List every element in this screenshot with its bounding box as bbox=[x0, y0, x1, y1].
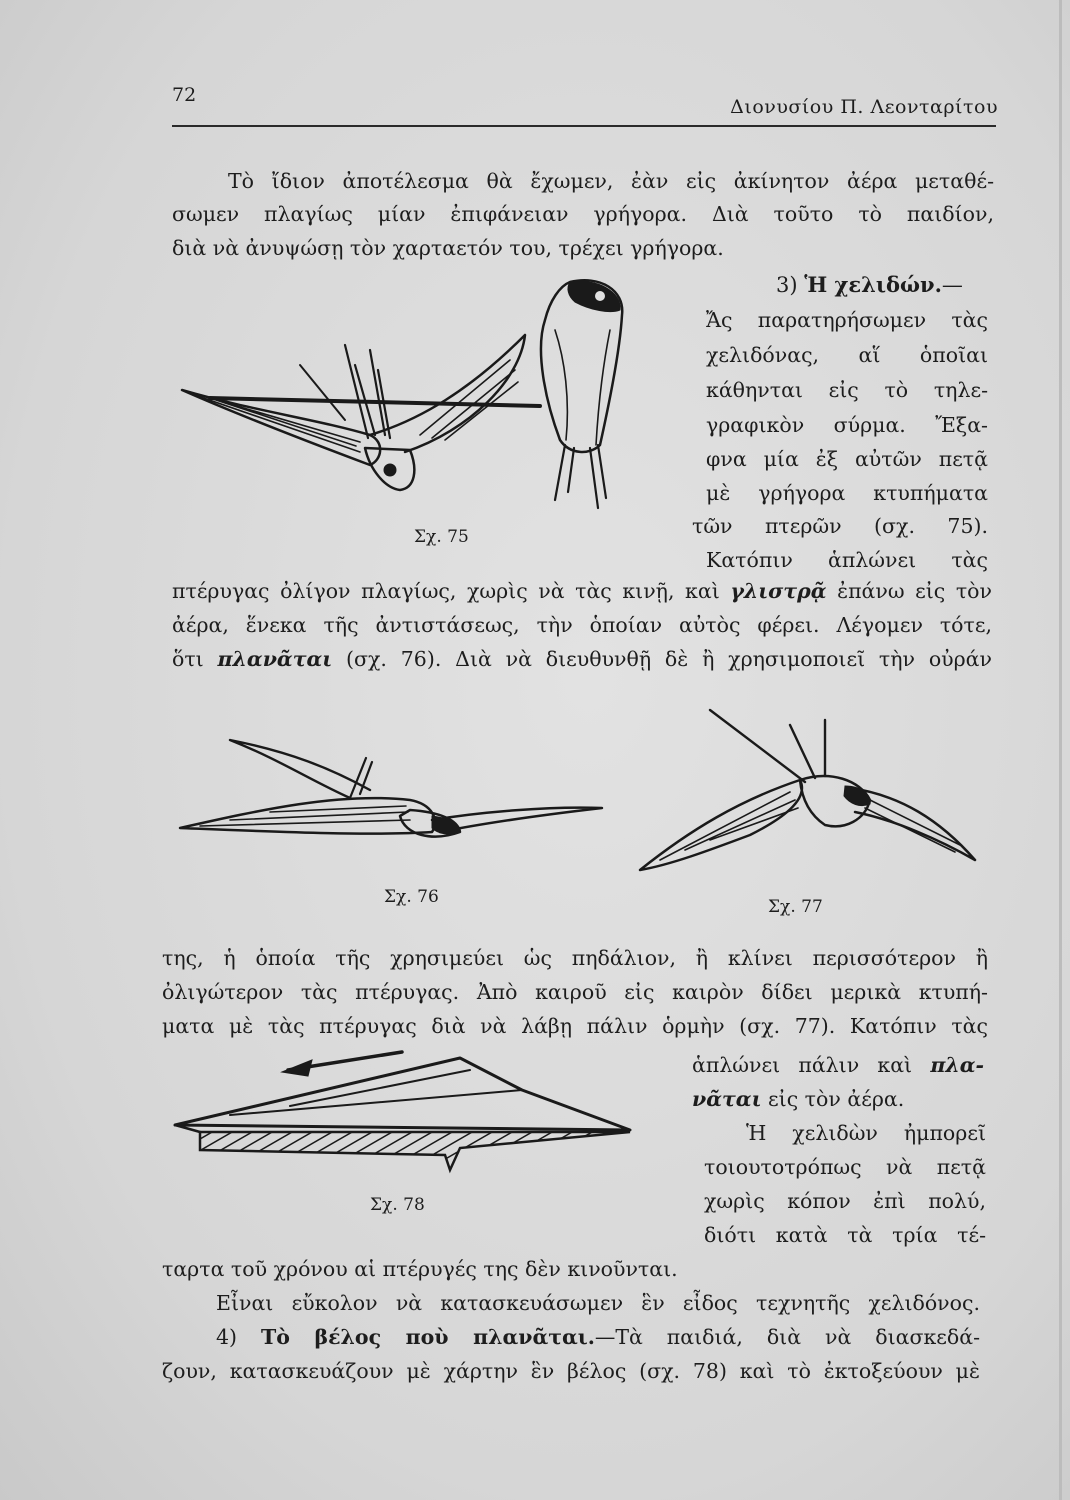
side2-line-5: χωρὶς κόπον ἐπὶ πολύ, bbox=[704, 1189, 986, 1213]
para2-line-1-end: ἐπάνω εἰς τὸν bbox=[837, 579, 992, 603]
section3-title: Ἡ χελιδών. bbox=[804, 272, 942, 297]
section4-line-1 bbox=[216, 1324, 980, 1350]
caption-fig-78: Σχ. 78 bbox=[370, 1195, 425, 1215]
para1-line-2: σωμεν πλαγίως μίαν ἐπιφάνειαν γρήγορα. Διὰ τοῦτο τὸ παιδίον, bbox=[172, 202, 994, 226]
side2-line-4: τοιουτοτρόπως νὰ πετᾷ bbox=[704, 1155, 986, 1179]
side-line-7: τῶν πτερῶν (σχ. 75). bbox=[692, 514, 988, 538]
figure-78-paper-arrow bbox=[170, 1040, 670, 1190]
section3-number: 3) bbox=[776, 273, 798, 297]
para2-line-2: ἀέρα, ἕνεκα τῆς ἀντιστάσεως, τὴν ὁποίαν αὐτὸς φέρει. Λέγομεν τότε, bbox=[172, 613, 992, 637]
motion-arrow bbox=[282, 1052, 402, 1076]
section4-line-2: ζουν, κατασκευάζουν μὲ χάρτην ἓν βέλος (σχ. 78) καὶ τὸ ἐκτοξεύουν μὲ bbox=[162, 1359, 980, 1383]
para2-line-1 bbox=[172, 578, 992, 604]
section4-line-1-text: —Τὰ παιδιά, διὰ νὰ διασκεδά- bbox=[594, 1325, 980, 1349]
side2-line-6: διότι κατὰ τὰ τρία τέ- bbox=[704, 1223, 986, 1247]
para4-line: ταρτα τοῦ χρόνου αἱ πτέρυγές της δὲν κινοῦνται. bbox=[162, 1257, 678, 1281]
para5-line: Εἶναι εὔκολον νὰ κατασκευάσωμεν ἓν εἶδος τεχνητῆς χελιδόνος. bbox=[216, 1291, 980, 1315]
term-glistra: γλιστρᾷ bbox=[730, 579, 827, 603]
side-line-2: χελιδόνας, αἵ ὁποῖαι bbox=[706, 343, 988, 367]
side-line-4: γραφικὸν σύρμα. Ἔξα- bbox=[706, 413, 988, 437]
section3-heading bbox=[776, 272, 963, 298]
side-line-3: κάθηνται εἰς τὸ τηλε- bbox=[706, 378, 988, 402]
side-line-1: Ἄς παρατηρήσωμεν τὰς bbox=[706, 308, 988, 332]
para2-line-3-end: (σχ. 76). Διὰ νὰ διευθυνθῇ δὲ ἢ χρησιμοποιεῖ τὴν οὐράν bbox=[346, 647, 992, 671]
term-planatai: πλανᾶται bbox=[217, 647, 333, 671]
side-line-8: Κατόπιν ἁπλώνει τὰς bbox=[706, 548, 988, 572]
swallow-flying bbox=[182, 335, 525, 490]
term-pla: πλα- bbox=[930, 1053, 984, 1077]
para3-line-2: ὀλιγώτερον τὰς πτέρυγας. Ἀπὸ καιροῦ εἰς καιρὸν δίδει μερικὰ κτυπή- bbox=[162, 980, 988, 1004]
side2-line-2 bbox=[692, 1086, 904, 1112]
side2-line-2-text: εἰς τὸν ἀέρα. bbox=[768, 1087, 905, 1111]
side2-line-1-text: ἁπλώνει πάλιν καὶ bbox=[692, 1053, 913, 1077]
page-number: 72 bbox=[172, 84, 197, 106]
term-natai: νᾶται bbox=[692, 1087, 762, 1111]
running-title: Διονυσίου Π. Λεονταρίτου bbox=[730, 96, 998, 118]
para2-line-1-start: πτέρυγας ὀλίγον πλαγίως, χωρὶς νὰ τὰς κινῇ, καὶ bbox=[172, 579, 720, 603]
caption-fig-76: Σχ. 76 bbox=[384, 887, 439, 907]
para1-line-1: Τὸ ἴδιον ἀποτέλεσμα θὰ ἔχωμεν, ἐὰν εἰς ἀκίνητον ἀέρα μεταθέ- bbox=[228, 169, 994, 193]
figure-76-gliding-swallow bbox=[170, 720, 610, 870]
para1-line-3: διὰ νὰ ἀνυψώσῃ τὸν χαρταετόν του, τρέχει γρήγορα. bbox=[172, 236, 724, 260]
side2-line-3: Ἡ χελιδὼν ἠμπορεῖ bbox=[746, 1121, 986, 1145]
section4-title: Τὸ βέλος ποὺ πλανᾶται. bbox=[260, 1325, 595, 1349]
figure-75-swallows-on-wire bbox=[170, 270, 690, 530]
caption-fig-75: Σχ. 75 bbox=[414, 527, 469, 547]
section4-number: 4) bbox=[216, 1325, 238, 1349]
figure-77-flapping-swallow bbox=[630, 700, 980, 890]
page-edge-shadow bbox=[1059, 0, 1062, 1500]
para3-line-1: της, ἡ ὁποία τῆς χρησιμεύει ὡς πηδάλιον, ἢ κλίνει περισσότερον ἢ bbox=[162, 946, 988, 970]
header-rule bbox=[172, 125, 996, 127]
side-line-6: μὲ γρήγορα κτυπήματα bbox=[706, 481, 988, 505]
para2-line-3 bbox=[172, 646, 992, 672]
swallow-perched bbox=[541, 280, 622, 508]
para2-line-3-start: ὅτι bbox=[172, 647, 204, 671]
side-line-5: φνα μία ἐξ αὐτῶν πετᾷ bbox=[706, 447, 988, 471]
caption-fig-77: Σχ. 77 bbox=[768, 897, 823, 917]
para3-line-3: ματα μὲ τὰς πτέρυγας διὰ νὰ λάβῃ πάλιν ὁρμὴν (σχ. 77). Κατόπιν τὰς bbox=[162, 1014, 988, 1038]
section3-dash: — bbox=[941, 273, 963, 297]
side2-line-1 bbox=[692, 1052, 984, 1078]
